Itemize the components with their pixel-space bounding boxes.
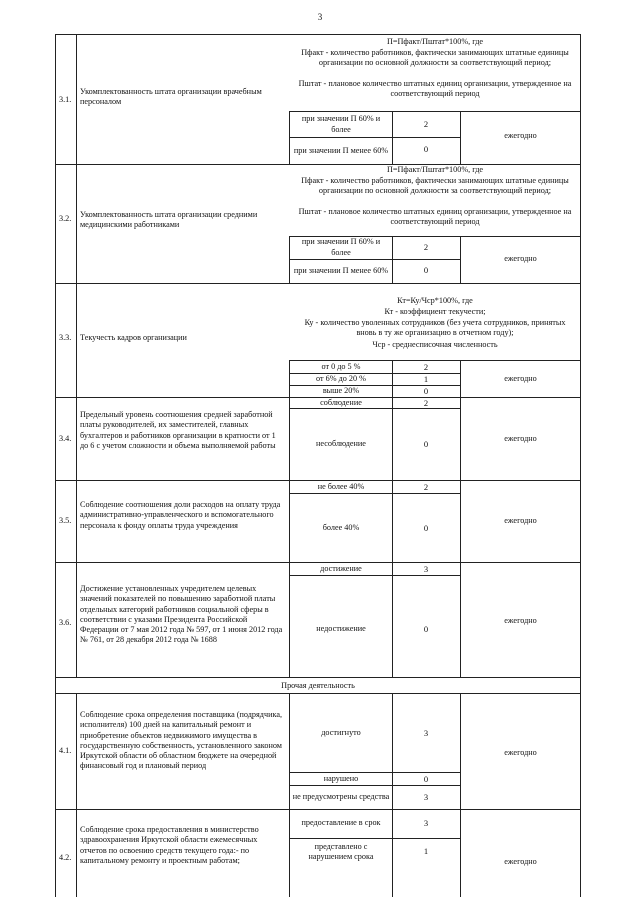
condition-label: при значении П 60% и более <box>301 114 381 134</box>
condition-label: при значении П менее 60% <box>293 265 389 275</box>
condition-label: недостижение <box>316 624 366 633</box>
formula-line: Ку - количество уволенных сотрудников (без учета сотрудников, принятых вновь в ту же организацию в отчетном году); <box>304 318 566 338</box>
condition-label: предоставление в срок <box>301 818 381 827</box>
condition-label: достигнуто <box>321 728 361 737</box>
formula-line: Пфакт - количество работников, фактически занимающих штатные единицы организации по основной должности за соответствующий период; <box>301 176 569 196</box>
frequency: ежегодно <box>504 857 537 866</box>
condition-label: более 40% <box>322 523 360 532</box>
condition-score: 0 <box>423 624 429 634</box>
frequency: ежегодно <box>504 748 537 757</box>
condition-score: 1 <box>423 374 429 384</box>
row-line <box>55 677 581 678</box>
condition-score: 0 <box>423 774 429 784</box>
indicator-name: Достижение установленных учредителем целевых значений показателей по повышению заработной платы отдельных категорий работников социальной сферы в соответствии с указами Президента Российской Федерации от 7 мая 2012 года № 597, от 1 июня 2012 года № 761, от 28 декабря 2012 года № 1688 <box>80 584 283 645</box>
condition-score: 0 <box>423 386 429 396</box>
row-number: 3.6. <box>59 618 72 627</box>
row-line <box>289 137 461 138</box>
condition-label: нарушено <box>323 774 359 783</box>
condition-label: не предусмотрены средства <box>292 791 390 801</box>
frequency: ежегодно <box>504 254 537 263</box>
row-number: 3.3. <box>59 333 72 342</box>
formula-line: Чср - среднесписочная численность <box>372 340 498 349</box>
condition-score: 0 <box>423 523 429 533</box>
row-line <box>55 562 581 563</box>
row-number: 3.2. <box>59 214 72 223</box>
row-line <box>289 111 581 112</box>
indicator-name: Соблюдение соотношения доли расходов на оплату труда административно-управленческого и вспомогательного персонала к фонду оплаты труда учреждения <box>80 500 281 530</box>
condition-score: 2 <box>423 119 429 129</box>
indicator-name: Предельный уровень соотношения средней заработной платы руководителей, их заместителей, главных бухгалтеров и работников организации в кратности от 1 до 6 с учетом сложности и объема выполняемой работы <box>80 410 276 450</box>
condition-label: выше 20% <box>322 386 360 395</box>
row-line <box>55 693 581 694</box>
row-line <box>289 360 581 361</box>
condition-score: 2 <box>423 362 429 372</box>
indicator-name: Укомплектованность штата организации средними медицинскими работниками <box>80 210 258 230</box>
condition-score: 0 <box>423 265 429 275</box>
formula-line: Пштат - плановое количество штатных единиц организации, утвержденное на соответствующий период <box>298 79 572 99</box>
condition-score: 3 <box>423 818 429 828</box>
row-line <box>55 283 581 284</box>
condition-score: 3 <box>423 728 429 738</box>
formula-line: Пфакт - количество работников, фактически занимающих штатные единицы организации по основной должности за соответствующий период; <box>301 48 569 68</box>
condition-score: 0 <box>423 439 429 449</box>
condition-label: при значении П 60% и более <box>301 237 381 257</box>
condition-score: 1 <box>423 846 429 856</box>
condition-score: 3 <box>423 564 429 574</box>
row-number: 3.5. <box>59 516 72 525</box>
row-number: 3.1. <box>59 95 72 104</box>
row-line <box>55 480 581 481</box>
indicator-name: Текучесть кадров организации <box>80 333 187 342</box>
condition-label: при значении П менее 60% <box>293 145 389 155</box>
row-number: 4.1. <box>59 746 72 755</box>
condition-score: 2 <box>423 482 429 492</box>
row-line <box>289 772 461 773</box>
condition-score: 0 <box>423 144 429 154</box>
condition-score: 3 <box>423 792 429 802</box>
formula-line: Пштат - плановое количество штатных единиц организации, утвержденное на соответствующий период <box>298 207 572 227</box>
col-divider-num <box>76 34 77 677</box>
page-number: 3 <box>317 12 323 22</box>
row-line <box>289 575 461 576</box>
condition-label: не более 40% <box>317 482 365 491</box>
indicator-name: Соблюдение срока предоставления в министерство здравоохранения Иркутской области ежемесячных отчетов по освоению средств текущего года:- по капитальному ремонту и проектным работам; <box>80 825 259 865</box>
condition-label: достижение <box>320 564 362 573</box>
indicator-name: Соблюдение срока определения поставщика (подрядчика, исполнителя) 100 дней на капитальный ремонт и приобретение объектов недвижимого имущества в государственную собственность, установленного законом Иркутской области об областном бюджете на очередной финансовый год и плановый период <box>80 710 282 771</box>
row-line <box>55 809 581 810</box>
formula-line: Кт - коэффициент текучести; <box>384 307 486 316</box>
formula-line: П=Пфакт/Пштат*100%, где <box>386 37 484 46</box>
frequency: ежегодно <box>504 616 537 625</box>
row-line <box>289 838 461 839</box>
condition-label: от 6% до 20 % <box>316 374 366 383</box>
condition-label: несоблюдение <box>316 439 366 448</box>
frequency: ежегодно <box>504 374 537 383</box>
formula-line: Кт=Ку/Чср*100%, где <box>397 296 473 305</box>
indicator-name: Укомплектованность штата организации врачебным персоналом <box>80 87 262 107</box>
table-border-top <box>55 34 581 35</box>
frequency: ежегодно <box>504 434 537 443</box>
section-title: Прочая деятельность <box>281 681 355 690</box>
col-divider-num-2 <box>76 693 77 897</box>
condition-label: от 0 до 5 % <box>321 362 361 371</box>
condition-score: 2 <box>423 242 429 252</box>
condition-label: соблюдение <box>320 398 362 407</box>
row-number: 3.4. <box>59 434 72 443</box>
frequency: ежегодно <box>504 516 537 525</box>
condition-score: 2 <box>423 398 429 408</box>
row-number: 4.2. <box>59 853 72 862</box>
row-line <box>289 493 461 494</box>
formula-line: П=Пфакт/Пштат*100%, где <box>386 165 484 174</box>
frequency: ежегодно <box>504 131 537 140</box>
condition-label: представлено с нарушением срока <box>308 841 374 861</box>
col-divider-name <box>289 693 290 897</box>
